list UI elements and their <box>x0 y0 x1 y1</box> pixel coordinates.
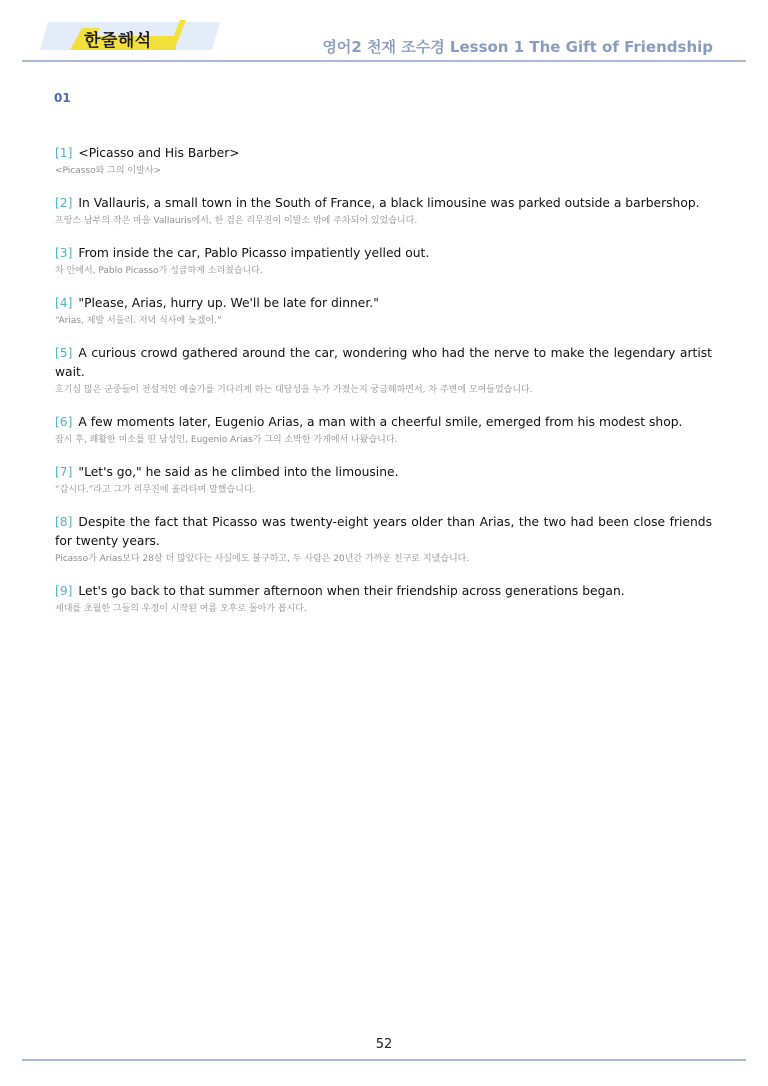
korean-translation: “Arias, 제발 서둘러. 저녁 식사에 늦겠어.” <box>55 316 222 326</box>
english-sentence <box>55 144 712 163</box>
korean-translation: 프랑스 남부의 작은 마을 Vallauris에서, 한 검은 리무진이 이발소 밖에 주차되어 있었습니다. <box>55 216 418 226</box>
english-text: From inside the car, Pablo Picasso impatiently yelled out. <box>78 246 430 260</box>
sentence-number: [4] <box>55 296 73 310</box>
sentence-list <box>55 144 712 632</box>
korean-translation: 세대를 초월한 그들의 우정이 시작된 여름 오후로 돌아가 봅시다. <box>55 604 307 614</box>
sentence-item <box>55 244 712 278</box>
sentence-number: [3] <box>55 246 73 260</box>
english-sentence <box>55 463 712 482</box>
sentence-item <box>55 413 712 447</box>
sentence-number: [1] <box>55 146 73 160</box>
sentence-number: [6] <box>55 415 73 429</box>
page-number: 52 <box>375 1037 393 1052</box>
sentence-item <box>55 294 712 328</box>
sentence-number: [2] <box>55 196 73 210</box>
footer-divider <box>22 1059 746 1061</box>
korean-translation: 차 안에서, Pablo Picasso가 성급하게 소리쳤습니다. <box>55 266 263 276</box>
english-text: <Picasso and His Barber> <box>78 146 240 160</box>
header-badge <box>40 20 220 52</box>
english-sentence <box>55 582 712 601</box>
page-header-title: 영어2 천재 조수경 Lesson 1 The Gift of Friendship <box>322 38 713 56</box>
english-text: A few moments later, Eugenio Arias, a man with a cheerful smile, emerged from his modest shop. <box>78 415 683 429</box>
english-text: Let's go back to that summer afternoon when their friendship across generations began. <box>78 584 625 598</box>
english-sentence <box>55 413 712 432</box>
sentence-item <box>55 194 712 228</box>
sentence-item <box>55 463 712 497</box>
sentence-item <box>55 344 712 397</box>
korean-translation: 잠시 후, 쾌활한 미소를 띤 남성인, Eugenio Arias가 그의 소박한 가게에서 나왔습니다. <box>55 435 398 445</box>
sentence-item <box>55 513 712 566</box>
english-sentence <box>55 344 712 382</box>
korean-translation: 호기심 많은 군중들이 전설적인 예술가를 기다리게 하는 대담성을 누가 가졌는지 궁금해하면서, 차 주변에 모여들었습니다. <box>55 385 533 395</box>
english-text: Despite the fact that Picasso was twenty-eight years older than Arias, the two had been close friends for twenty years. <box>55 515 712 548</box>
header-divider <box>22 60 746 62</box>
korean-translation: <Picasso와 그의 이발사> <box>55 166 162 176</box>
english-text: In Vallauris, a small town in the South of France, a black limousine was parked outside a barbershop. <box>78 196 700 210</box>
english-sentence <box>55 513 712 551</box>
korean-translation: “갑시다.”라고 그가 리무진에 올라타며 말했습니다. <box>55 485 256 495</box>
sentence-number: [8] <box>55 515 73 529</box>
english-sentence <box>55 294 712 313</box>
section-number: 01 <box>54 91 71 105</box>
english-sentence <box>55 244 712 263</box>
english-text: "Let's go," he said as he climbed into the limousine. <box>78 465 399 479</box>
english-text: A curious crowd gathered around the car, wondering who had the nerve to make the legendary artist wait. <box>55 346 712 379</box>
sentence-item <box>55 582 712 616</box>
sentence-item <box>55 144 712 178</box>
sentence-number: [9] <box>55 584 73 598</box>
sentence-number: [5] <box>55 346 73 360</box>
korean-translation: Picasso가 Arias보다 28살 더 많았다는 사실에도 불구하고, 두 사람은 20년간 가까운 친구로 지냈습니다. <box>55 554 470 564</box>
badge-label: 한줄해석 <box>84 31 152 51</box>
english-text: "Please, Arias, hurry up. We'll be late for dinner." <box>78 296 379 310</box>
sentence-number: [7] <box>55 465 73 479</box>
english-sentence <box>55 194 712 213</box>
